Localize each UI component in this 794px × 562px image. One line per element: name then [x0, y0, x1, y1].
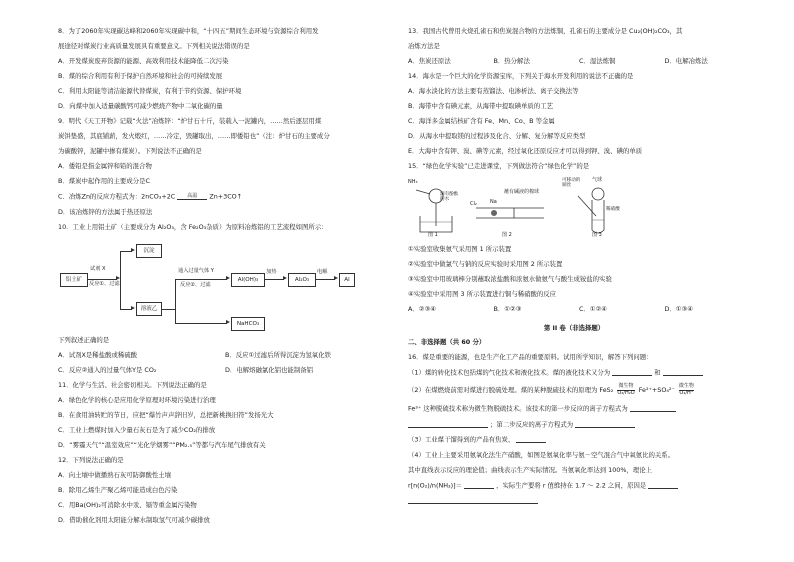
flow-line	[315, 279, 335, 280]
q15-option-a: A．②③④	[408, 305, 436, 313]
section-2-heading: 二、非选择题（共 60 分）	[408, 338, 486, 347]
q14-option-d: D．从海水中提取镁的过程涉及化合、分解、复分解等反应类型	[408, 132, 586, 140]
reaction-condition-1	[617, 384, 634, 396]
q10-option-a: A．试剂X是稀盐酸或稀硫酸	[58, 350, 138, 359]
fig2-tube-drawing	[470, 196, 550, 236]
flow-label-reagent-x: 试剂 X	[90, 265, 106, 272]
fig1-water-label: 滴有酚酞的水	[440, 192, 459, 203]
q13-option-d: D．电解冶炼法	[664, 57, 708, 65]
q10-options	[58, 352, 392, 382]
q8-option-d: D．向煤中加入适量碳酸钙可减少燃烧产物中二氧化碳的量	[58, 102, 223, 110]
q16-part4-ratio: r[n(O₂)/n(NH₃)]＝	[408, 481, 462, 490]
q9-option-c-rhs: Zn+3CO↑	[209, 192, 243, 201]
q16-part1-sep: 和	[654, 368, 661, 377]
left-column	[58, 28, 392, 532]
reaction-arrow	[177, 193, 207, 200]
q16-part3-text: （3）工业煤干馏得到的产品有焦炭、	[408, 435, 515, 444]
q16-stem: 16．煤是重要的能源，也是生产化工产品的重要原料。试用所学知识，解答下列问题：	[408, 352, 653, 361]
q12-option-b: B．除用乙烯生产聚乙烯可能造成白色污染	[58, 485, 178, 494]
flow-box-nahco3: NaHCO₃	[231, 317, 265, 331]
q14-option-e: E．大海中含有钾、溴、碘等元素，经过氧化还原反应才可以得到钾、溴、碘的单质	[408, 147, 643, 155]
flow-line	[175, 323, 227, 324]
q8-stem-line2: 展途径对煤炭行业高质量发展具有重要意义。下列相关说法错误的是	[58, 42, 250, 50]
q16-part4-line4	[408, 497, 740, 504]
flow-arrow	[131, 248, 135, 252]
question-13	[408, 28, 740, 73]
q15-option-c: C．①②④	[579, 305, 608, 313]
flow-arrow	[283, 276, 287, 280]
q16-part2-line3	[408, 421, 740, 428]
q13-option-c: C．湿法炼铜	[579, 57, 616, 65]
fig2-cl2-label: Cl₂	[470, 201, 477, 207]
flow-box-aloh3: Al(OH)₃	[231, 273, 265, 287]
question-8	[58, 28, 392, 109]
fig1-caption: 图 1	[428, 232, 438, 238]
q14-option-c: C．海洋多金属结核矿含有 Fe、Mn、Co、B 等金属	[408, 117, 555, 125]
flow-arrow	[226, 276, 230, 280]
answer-blank[interactable]	[464, 482, 494, 489]
q12-option-c: C．用Ba(OH)₂可消除水中汞、镉等重金属污染物	[58, 500, 197, 509]
flow-box-precipitate: 沉淀	[136, 244, 162, 258]
q9-option-c-lhs: C．冶炼Zn的反应方程式为：2nCO₃+2C	[58, 192, 176, 201]
flow-label-electrolysis: 电解	[317, 268, 328, 275]
fig3-acid-label: 稀硝酸	[606, 207, 620, 212]
flow-arrow	[226, 320, 230, 324]
q10-flowchart	[58, 239, 392, 331]
flow-box-filtrate: 溶液乙	[136, 302, 162, 316]
q9-stem-line1: 9．明代《天工开物》记载“火法”冶炼锌：“炉甘石十斤，装载入一泥罐内，……然后逐层用煤	[58, 117, 322, 125]
answer-blank[interactable]	[663, 369, 703, 376]
q11-stem: 11．化学与生活、社会密切相关。下列说法正确的是	[58, 380, 207, 389]
q12-option-a: A．向土壤中做播熟石灰可防御酸性土壤	[58, 470, 172, 479]
right-column	[408, 28, 740, 513]
reaction-condition-2	[679, 384, 694, 396]
q16-part4-reason: ，实际生产要将 r 值维持在 1.7 ～ 2.2 之间，原因是	[496, 481, 647, 490]
q9-option-d: D．该冶炼锌的方法属于热还原法	[58, 207, 153, 216]
q16-part4-line1: （4）工业上主要采用氨氧化法生产硝酸，如图是氨氧化率与氨－空气混合气中氧氨比的关系。	[408, 450, 675, 459]
q16-part4-line2: 其中直线表示反应的理论值；曲线表示生产实际情况。当氨氧化率达到 100%，理论上	[408, 465, 652, 474]
flow-label-heat: 加热	[266, 268, 277, 275]
q15-apparatus-figures	[408, 178, 740, 240]
q15-statement-2: ②实验室中做氯气与钠的反应实验时采用图 2 所示装置	[408, 260, 563, 268]
answer-blank[interactable]	[575, 421, 635, 428]
q15-statement-3: ③实验室中用玻璃棒分别蘸取浓盐酸和浓氨水做氨气与酸生成铵盐的实验	[408, 275, 612, 283]
q8-option-c: C．利用太阳能等清洁能源代替煤炭，有利于节约资源、保护环境	[58, 87, 242, 95]
flow-box-ore: 铝土矿	[60, 273, 88, 287]
q8-option-a: A．开发煤炭废弃资源的能源、高效利用技术能降低二次污染	[58, 57, 229, 65]
flow-arrow	[334, 276, 338, 280]
arrow-line	[177, 199, 207, 200]
q11-option-b: B．在食用油转贮的节日，应把“爆竹声声辞旧岁，总把新桃换旧符”发扬光大	[58, 410, 274, 419]
answer-blank[interactable]	[408, 497, 538, 504]
fig2-naoh-label: 蘸有碱液的棉球	[504, 189, 540, 195]
q15-stem: 15．“绿色化学实验”已走进课堂，下列做法符合“绿色化学”的是	[408, 162, 590, 170]
q10-option-c: C．反应②通入的过量气体Y是 CO₂	[58, 365, 157, 374]
q10-option-b: B．反应①过滤后所得沉淀为氢氧化铁	[225, 350, 331, 359]
q10-option-d: D．电解熔融氯化铝也能制备铝	[225, 365, 313, 374]
flow-label-step1: 反应①、过滤	[89, 280, 120, 287]
q16-part2-line2-text: Fe³⁺ 这种脱硫技术称为微生物脱硫技术。该技术的第一步反应的离子方程式为	[408, 404, 628, 413]
q10-intro: 下列叙述正确的是	[58, 335, 110, 344]
q15-statement-1: ①实验室收集氨气采用图 1 所示装置	[408, 245, 512, 253]
fig2-na-label: Na	[490, 199, 497, 205]
fig2-caption: 图 2	[502, 232, 512, 238]
q12-stem: 12．下列说法正确的是	[58, 455, 124, 464]
condition-bottom: O₂/H⁺	[679, 389, 694, 396]
question-16	[408, 354, 740, 505]
q16-part3	[408, 436, 740, 443]
q11-option-d: D．“雾霾天气”“温室效应”“光化学烟雾”“PM₂.₅”等都与汽车尾气排放有关	[58, 440, 266, 449]
flow-line	[87, 279, 117, 280]
q9-option-c	[58, 193, 392, 200]
question-11	[58, 382, 392, 448]
question-15	[408, 163, 740, 321]
flow-box-al2o3: Al₂O₃	[288, 273, 316, 287]
q13-option-a: A．焦炭还原法	[408, 57, 451, 65]
flow-line	[175, 279, 227, 280]
flow-branch-line	[120, 251, 121, 309]
q9-option-b: B．煤炭中起作用的主要成分是C	[58, 177, 150, 185]
q16-part2	[408, 384, 740, 396]
fig3-wire-label: 可移动的铜丝	[562, 178, 581, 189]
q16-part1-text: （1）煤的转化技术包括煤的气化技术和液化技术。煤的液化技术又分为	[408, 368, 611, 377]
fig1-nh3-label: NH₃	[408, 179, 418, 185]
answer-blank[interactable]	[630, 405, 676, 412]
q14-option-a: A．海水淡化的方法主要有蒸馏法、电渗析法、离子交换法等	[408, 87, 579, 95]
q16-part2-line2	[408, 405, 740, 412]
question-14	[408, 73, 740, 154]
question-9	[58, 118, 392, 215]
q15-option-d: D．①③④	[664, 305, 693, 313]
q13-option-b: B．热分解法	[493, 57, 530, 65]
question-10	[58, 224, 392, 382]
flow-label-step2: 反应②、过滤	[180, 281, 211, 288]
condition-top: 微生物	[678, 383, 694, 390]
flow-branch-line	[175, 279, 176, 323]
condition-bottom: O₂/H₂O	[617, 389, 635, 396]
answer-blank[interactable]	[648, 482, 678, 489]
q13-stem-line2: 冶炼方法是	[408, 42, 440, 50]
figure-2	[470, 178, 550, 240]
q16-part2-text: （2）在煤燃烧前需对煤进行脱硫处理。煤的某种脱硫技术的原理为 FeS₂	[408, 386, 614, 395]
flow-box-al: Al	[339, 273, 355, 287]
q13-options	[408, 58, 740, 73]
q8-stem-line1: 8．为了2060年实现碳达峰和2060年实现碳中和，“十四五”期间生态环境与资源综合利用发	[58, 27, 319, 35]
q14-option-b: B．海带中含有碘元素，从海带中提取碘单质的工艺	[408, 102, 553, 110]
flow-arrow	[131, 306, 135, 310]
q9-option-a: A．倭铅是指金属锌和铅的混合物	[58, 162, 152, 170]
fig3-balloon-label: 气球	[592, 177, 603, 183]
q16-part1	[408, 369, 740, 376]
figure-1	[408, 178, 463, 240]
answer-blank[interactable]	[408, 421, 488, 428]
q10-stem: 10．工业上用铝土矿（主要成分为 Al₂O₃，含 Fe₂O₃杂质）为原料冶炼铝的工艺流程如图所示：	[58, 222, 328, 231]
q13-stem-line1: 13．我国古代曾用火烧孔雀石和焦炭混合物的方法炼铜，孔雀石的主要成分是 Cu₂(OH)₂CO₃，其	[408, 27, 683, 35]
q15-options	[408, 306, 740, 321]
q16-part4-line3	[408, 482, 740, 489]
q14-stem: 14．海水是一个巨大的化学资源宝库，下列关于海水开发利用的说法不正确的是	[408, 72, 634, 80]
flow-line	[264, 279, 284, 280]
q12-option-d: D．借助催化剂用太阳能分解水制取氢气可减少碳排放	[58, 515, 210, 524]
q8-option-b: B．煤的综合利用有利于保护自然环境和社会的可持续发展	[58, 72, 223, 80]
flow-label-gas-y: 通入过量气体 Y	[178, 267, 214, 274]
q11-option-a: A．绿色化学的核心是应用化学原理对环境污染进行治理	[58, 395, 216, 404]
q11-option-c: C．工业上燃煤时加入少量石灰石是为了减少CO₂的排放	[58, 425, 216, 434]
answer-blank[interactable]	[516, 436, 546, 443]
answer-blank[interactable]	[612, 369, 652, 376]
q16-part2-product: Fe²⁺+SO₄²⁻	[638, 386, 675, 395]
part-2-heading: 第 II 卷（非选择题）	[543, 324, 605, 332]
q15-statement-4: ④实验室中采用图 3 所示装置进行铜与稀硝酸的反应	[408, 290, 557, 298]
fig3-caption: 图 3	[592, 232, 602, 238]
q9-stem-line3: 为碳酸锌，泥罐中掺有煤炭）。下列说法不正确的是	[58, 147, 202, 155]
condition-top: 微生物	[618, 383, 634, 390]
question-12	[58, 457, 392, 523]
figure-3	[558, 178, 628, 240]
q9-stem-line2: 炭饼垫盛，其底铺薪，发火煅红，……冷定，毁罐取出，……即倭铅也”（注：炉甘石的主要成分	[58, 132, 330, 140]
reaction-condition: 高温	[187, 193, 198, 199]
q16-part2-line3-text: ；第二步反应的离子方程式为	[490, 420, 574, 429]
q15-option-b: B．①②③	[493, 305, 522, 313]
flow-line	[161, 309, 175, 310]
